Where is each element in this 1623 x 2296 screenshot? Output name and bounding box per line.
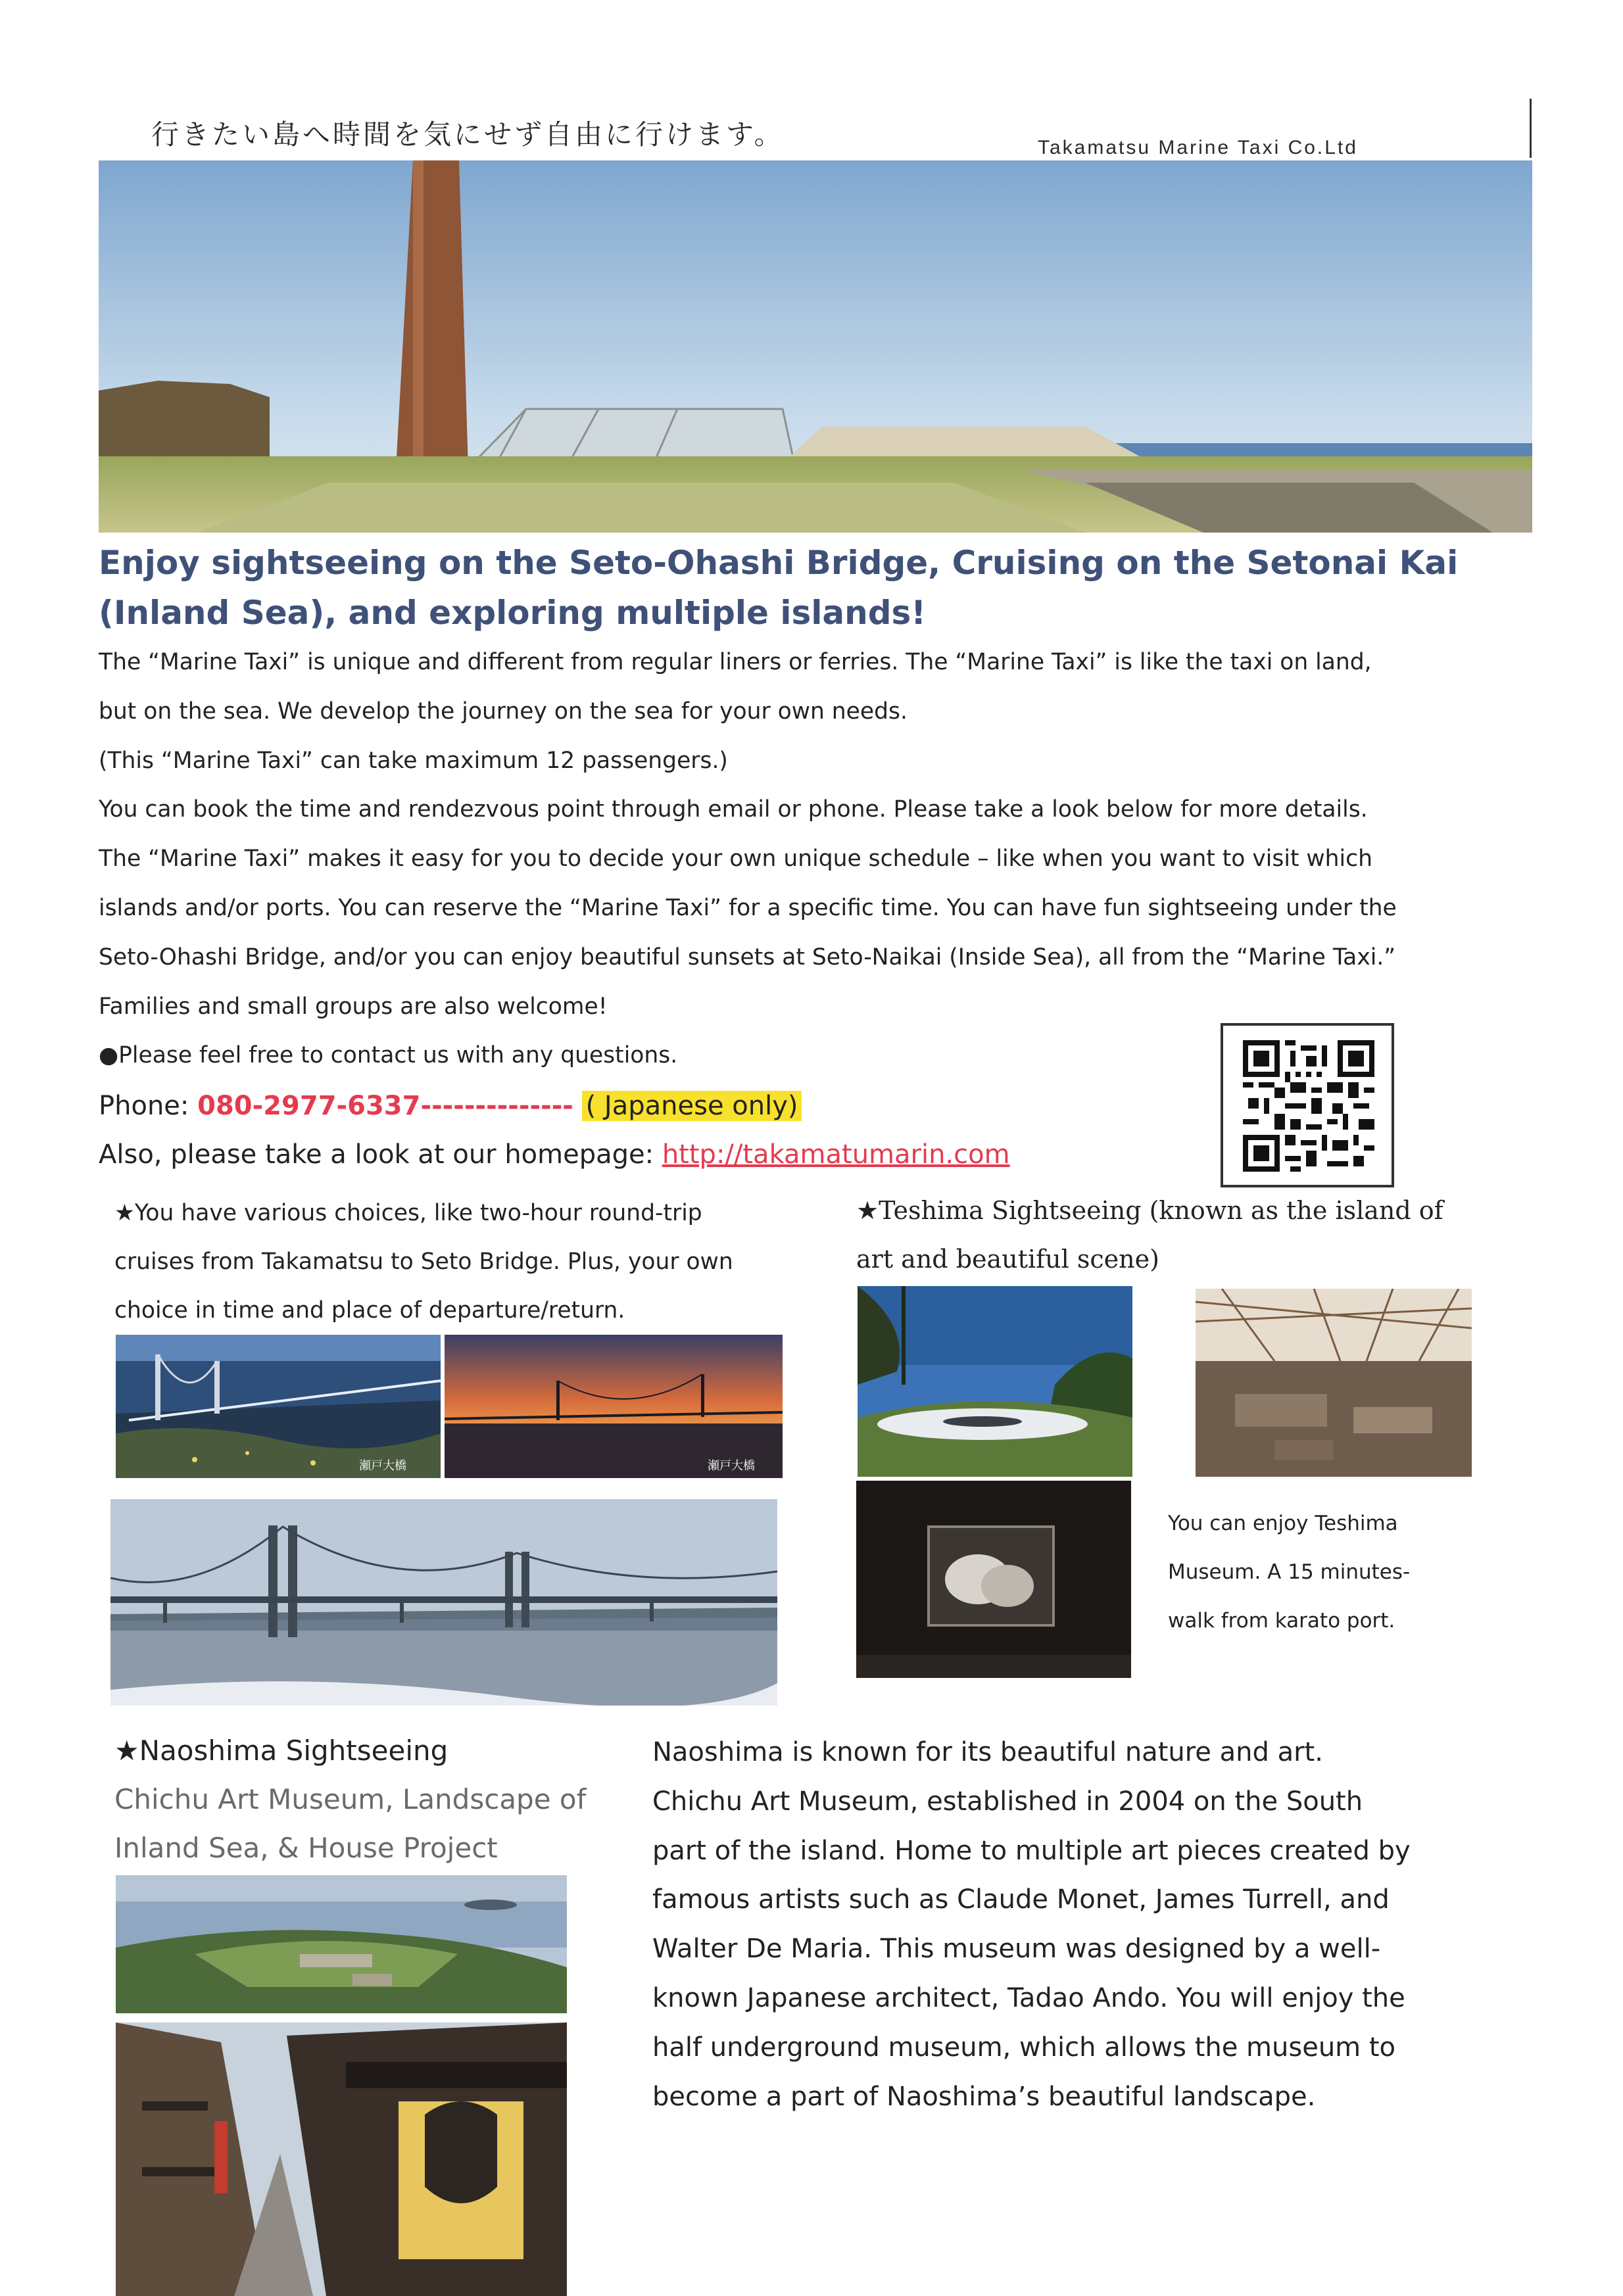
teshima-note-line: You can enjoy Teshima xyxy=(1168,1512,1398,1535)
body-line: The “Marine Taxi” makes it easy for you to decide your own unique schedule – like when you want to visit which xyxy=(99,846,1372,873)
headline-line-2: (Inland Sea), and exploring multiple islands! xyxy=(99,594,927,632)
naoshima-body-line: become a part of Naoshima’s beautiful landscape. xyxy=(652,2081,1316,2112)
naoshima-body-line: Chichu Art Museum, established in 2004 on the South xyxy=(652,1786,1363,1817)
naoshima-subtitle-line: Chichu Art Museum, Landscape of xyxy=(114,1783,587,1815)
body-line: Families and small groups are also welcome! xyxy=(99,993,608,1020)
bridge-day-photo xyxy=(116,1335,441,1478)
teshima-museum-exterior-photo xyxy=(858,1286,1132,1477)
homepage-link[interactable]: http://takamatumarin.com xyxy=(662,1139,1010,1170)
cruise-line: ★You have various choices, like two-hour round-trip xyxy=(114,1200,702,1226)
bridge-day-caption: 瀬戸大橋 xyxy=(359,1459,406,1473)
body-line: Seto-Ohashi Bridge, and/or you can enjoy beautiful sunsets at Seto-Naikai (Inside Sea), all from the “Marine Taxi.” xyxy=(99,944,1396,970)
teshima-title xyxy=(856,1186,1443,1283)
teshima-note-line: Museum. A 15 minutes- xyxy=(1168,1560,1411,1584)
main-headline xyxy=(99,538,1545,638)
naoshima-title: ★Naoshima Sightseeing xyxy=(114,1734,448,1767)
naoshima-street-photo xyxy=(116,2022,567,2296)
naoshima-aerial-photo xyxy=(116,1875,567,2013)
cruise-line: cruises from Takamatsu to Seto Bridge. Plus, your own xyxy=(114,1249,733,1275)
teshima-title-line: art and beautiful scene) xyxy=(856,1245,1159,1274)
naoshima-subtitle xyxy=(114,1775,586,1873)
naoshima-body-line: famous artists such as Claude Monet, James Turrell, and xyxy=(652,1884,1390,1915)
naoshima-body-line: Naoshima is known for its beautiful nature and art. xyxy=(652,1737,1323,1767)
naoshima-body-line: part of the island. Home to multiple art pieces created by xyxy=(652,1835,1411,1866)
hero-photo-chimney-museum xyxy=(99,160,1532,533)
homepage-line xyxy=(99,1131,1010,1178)
body-line: but on the sea. We develop the journey on the sea for your own needs. xyxy=(99,698,908,725)
bridge-wide-photo xyxy=(110,1499,777,1706)
headline-line-1: Enjoy sightseeing on the Seto-Ohashi Bridge, Cruising on the Setonai Kai xyxy=(99,544,1459,582)
cruise-description xyxy=(114,1189,733,1335)
teshima-art-photo xyxy=(856,1481,1131,1678)
qr-code-icon xyxy=(1243,1040,1374,1172)
teshima-note xyxy=(1168,1499,1410,1645)
qr-code[interactable] xyxy=(1221,1023,1394,1187)
page-edge-line xyxy=(1530,99,1532,158)
japanese-tagline: 行きたい島へ時間を気にせず自由に行けます。 xyxy=(151,118,785,151)
teshima-interior-photo xyxy=(1196,1289,1472,1477)
japanese-only-note: ( Japanese only) xyxy=(582,1091,802,1121)
naoshima-subtitle-line: Inland Sea, & House Project xyxy=(114,1832,498,1864)
bridge-sunset-caption: 瀬戸大橋 xyxy=(708,1459,755,1473)
body-line: islands and/or ports. You can reserve the “Marine Taxi” for a specific time. You can have fun sightseeing under the xyxy=(99,894,1397,921)
body-line: (This “Marine Taxi” can take maximum 12 passengers.) xyxy=(99,747,728,774)
homepage-label: Also, please take a look at our homepage: xyxy=(99,1139,662,1170)
company-name: Takamatsu Marine Taxi Co.Ltd xyxy=(1038,137,1358,158)
naoshima-body xyxy=(652,1728,1441,2121)
teshima-note-line: walk from karato port. xyxy=(1168,1609,1395,1633)
naoshima-body-line: known Japanese architect, Tadao Ando. You will enjoy the xyxy=(652,1982,1405,2013)
body-line: ●Please feel free to contact us with any questions. xyxy=(99,1042,678,1069)
phone-line xyxy=(99,1082,802,1130)
cruise-line: choice in time and place of departure/return. xyxy=(114,1297,625,1324)
body-line: You can book the time and rendezvous point through email or phone. Please take a look below for more details. xyxy=(99,796,1368,823)
naoshima-body-line: half underground museum, which allows the museum to xyxy=(652,2032,1395,2063)
naoshima-body-line: Walter De Maria. This museum was designed by a well- xyxy=(652,1934,1381,1965)
bridge-sunset-photo xyxy=(445,1335,783,1478)
phone-number[interactable]: 080-2977-6337 xyxy=(197,1091,421,1121)
phone-label: Phone: xyxy=(99,1091,198,1121)
teshima-title-line: ★Teshima Sightseeing (known as the island of xyxy=(856,1196,1443,1225)
body-line: The “Marine Taxi” is unique and different from regular liners or ferries. The “Marine Taxi” is like the taxi on land, xyxy=(99,649,1372,675)
phone-dashes: -------------- xyxy=(420,1091,573,1121)
intro-body xyxy=(99,638,1545,1080)
